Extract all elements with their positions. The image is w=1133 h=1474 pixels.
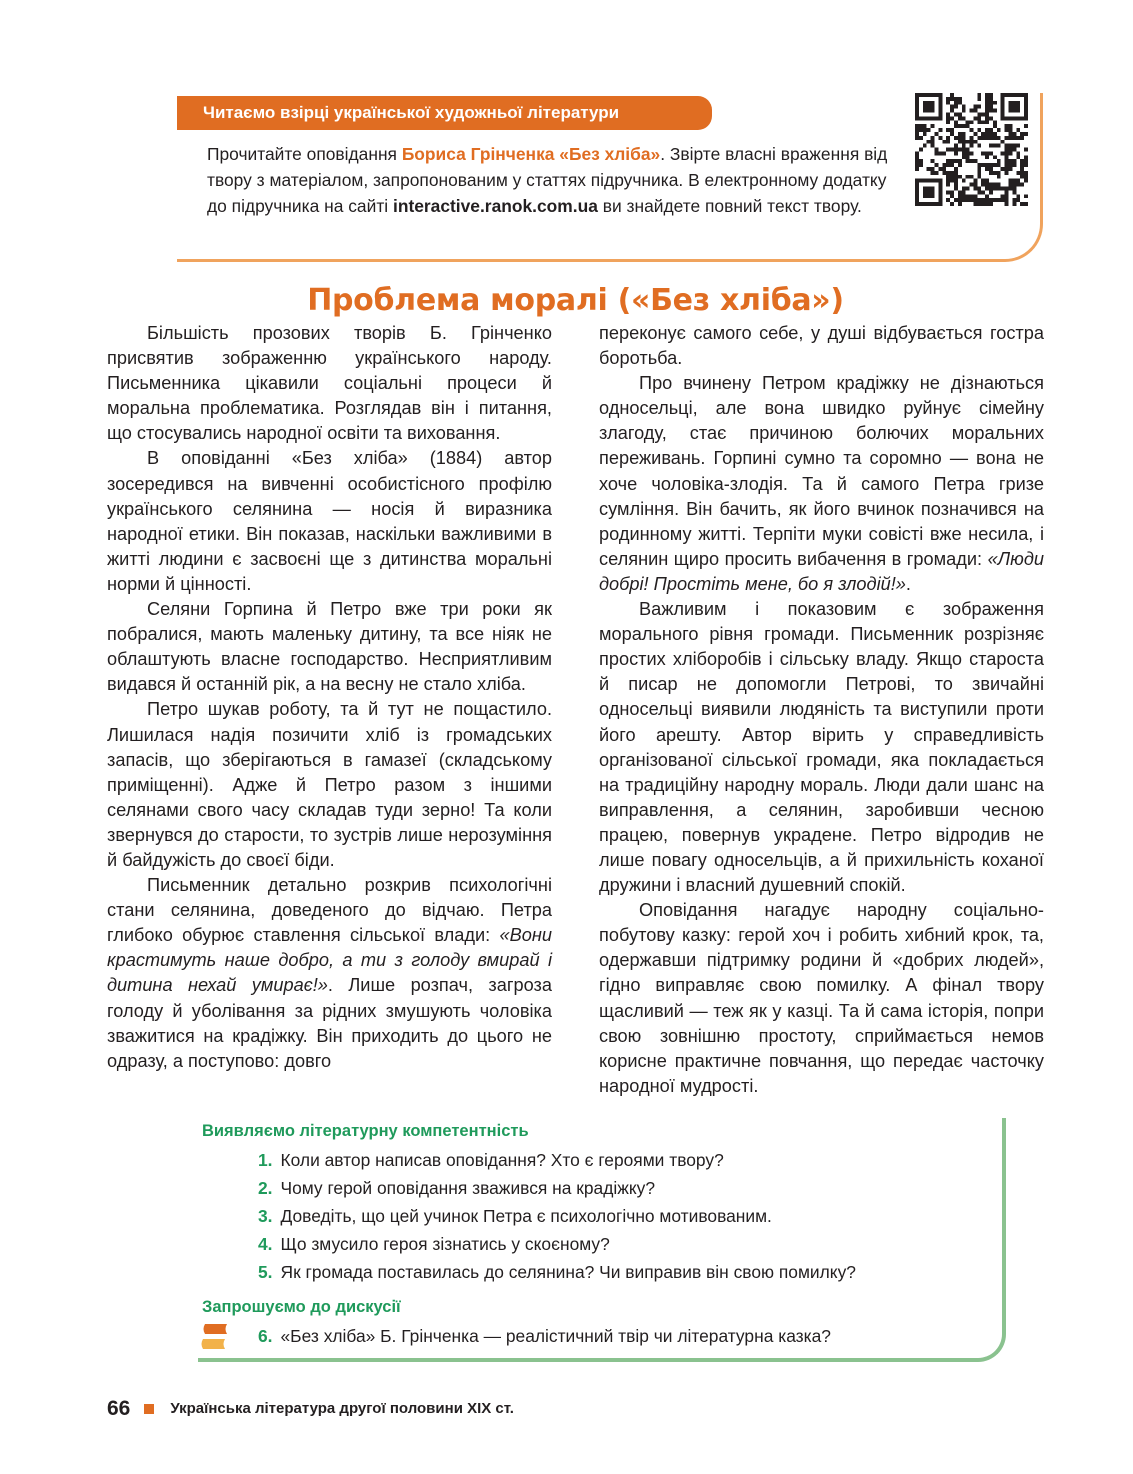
question-number: 1. (258, 1150, 273, 1170)
paragraph-text: Письменник детально розкрив психологічні стани селянина, доведеного до відчаю. Петра глибоко обурює ставлення сільської влади: (107, 875, 552, 946)
discussion-item (258, 1322, 831, 1350)
question-text: Що змусило героя зізнатись у скоєному? (280, 1234, 610, 1254)
intro-text-2: . Звірте власні враження від твору з матеріалом, запропонованим у статтях підручника. В електронному додатку до підручника на сайті (207, 144, 888, 216)
article-column-right (599, 321, 1044, 1099)
paragraph-text: . Лише розпач, загроза голоду й уболівання за рідних змушують чоловіка зважитися на крадіжку. Він приходить до цього не одразу, а поступово: довго (107, 975, 552, 1071)
paragraph-continued: переконує самого себе, у душі відбувається гостра боротьба. (599, 323, 1044, 369)
qr-code-icon[interactable] (915, 93, 1028, 206)
question-item (258, 1230, 610, 1258)
footer-section-title: Українська література другої половини XIX ст. (170, 1400, 514, 1417)
quote: «Вони крастимуть наше добро, а ти з голоду вмирай і дитина нехай умирає!» (107, 925, 552, 996)
question-number: 6. (258, 1326, 273, 1346)
article-title (0, 283, 1133, 318)
paragraph: Селяни Горпина й Петро вже три роки як побралися, мають маленьку дитину, та все ніяк не облаштують власне господарство. Несприятливим видався й останній рік, а на весну не стало хліба. (107, 599, 552, 695)
article-column-left (107, 321, 552, 1074)
discussion-icon (200, 1322, 230, 1352)
question-number: 5. (258, 1262, 273, 1282)
questions-box (198, 1118, 1006, 1364)
paragraph-text: Про вчинену Петром крадіжку не дізнаються односельці, але вона швидко руйнує сімейну злагоду, стає причиною болючих моральних переживань. Горпині сумно та соромно — вона не хоче чоловіка-злодія. Та й самого Петра гризе сумління. Він бачить, як його вчинок позначився на родинному житті. Терпіти муки совісті вже несила, і селянин щиро просить вибачення в громади: (599, 373, 1044, 569)
paragraph: Більшість прозових творів Б. Грінченко присвятив зображенню українського народу. Письменника цікавили соціальні процеси й моральна проблематика. Розглядав він і питання, що стосувались народної освіти та виховання. (107, 323, 552, 444)
question-item (258, 1258, 856, 1286)
question-text: Чому герой оповідання зважився на крадіжку? (280, 1178, 656, 1198)
intro-text-1: Прочитайте оповідання (207, 144, 402, 164)
article-title-text: Проблема моралі («Без хліба») (307, 283, 844, 318)
paragraph-text: . (905, 573, 911, 594)
paragraph (107, 873, 552, 1074)
question-item (258, 1202, 772, 1230)
question-number: 3. (258, 1206, 273, 1226)
paragraph: Оповідання нагадує народну соціально-побутову казку: герой хоч і робить хибний крок, та, одержавши підтримку родини й «добрих людей», гідно виправляє свою помилку. А фінал твору щасливий — теж як у казці. Та й сама історія, попри свою зовнішню простоту, сприймається немов корисне практичне повчання, що передає часточку народної мудрості. (599, 900, 1044, 1096)
intro-highlight: Бориса Грінченка «Без хліба» (401, 144, 661, 164)
page-number: 66 (107, 1397, 131, 1420)
question-text: «Без хліба» Б. Грінченка — реалістичний твір чи літературна казка? (280, 1326, 831, 1346)
question-text: Коли автор написав оповідання? Хто є героями твору? (280, 1150, 724, 1170)
paragraph: Важливим і показовим є зображення морального рівня громади. Письменник розрізняє простих хліборобів і сільську владу. Якщо староста й писар не допомогли Петрові, то звичайні односельці виявили людяність та виступили проти його арешту. Автор вірить у справедливість організованої сільської громади, яка покладається на традиційну народну мораль. Люди дали шанс на виправлення, а селянин, заробивши чесною працею, повернув украдене. Петро відродив не лише повагу односельців, а й прихильність коханої дружини і власний душевний спокій. (599, 599, 1044, 896)
discussion-heading: Запрошуємо до дискусії (202, 1298, 401, 1316)
question-text: Доведіть, що цей учинок Петра є психологічно мотивованим. (280, 1206, 772, 1226)
intro-text-3: ви знайдете повний текст твору. (597, 196, 862, 216)
reading-box (177, 93, 1042, 263)
paragraph (599, 371, 1044, 597)
paragraph: В оповіданні «Без хліба» (1884) автор зосередився на вивченні особистісного профілю українського селянина — носія й виразника народної етики. Він показав, наскільки важливими в житті людини є засвоєні ще з дитинства моральні норми й цінності. (107, 448, 552, 594)
question-item (258, 1174, 655, 1202)
page-footer (107, 1396, 514, 1422)
question-item (258, 1146, 724, 1174)
quote: «Люди добрі! Простіть мене, бо я злодій!» (599, 548, 1044, 594)
questions-heading: Виявляємо літературну компетентність (202, 1122, 529, 1140)
question-number: 4. (258, 1234, 273, 1254)
reading-instructions (207, 141, 897, 219)
question-number: 2. (258, 1178, 273, 1198)
question-text: Як громада поставилась до селянина? Чи виправив він свою помилку? (280, 1262, 856, 1282)
reading-banner: Читаємо взірці української художньої літератури (177, 96, 712, 130)
website-link[interactable]: interactive.ranok.com.ua (392, 196, 598, 216)
paragraph: Петро шукав роботу, та й тут не пощастило. Лишилася надія позичити хліб із громадських запасів, що зберігаються в гамазеї (складському приміщенні). Адже й Петро разом з іншими селянами свого часу складав туди зерно! Та коли звернувся до старости, то зустрів лише нерозуміння й байдужість до своєї біди. (107, 699, 552, 870)
footer-square-icon (144, 1404, 154, 1414)
